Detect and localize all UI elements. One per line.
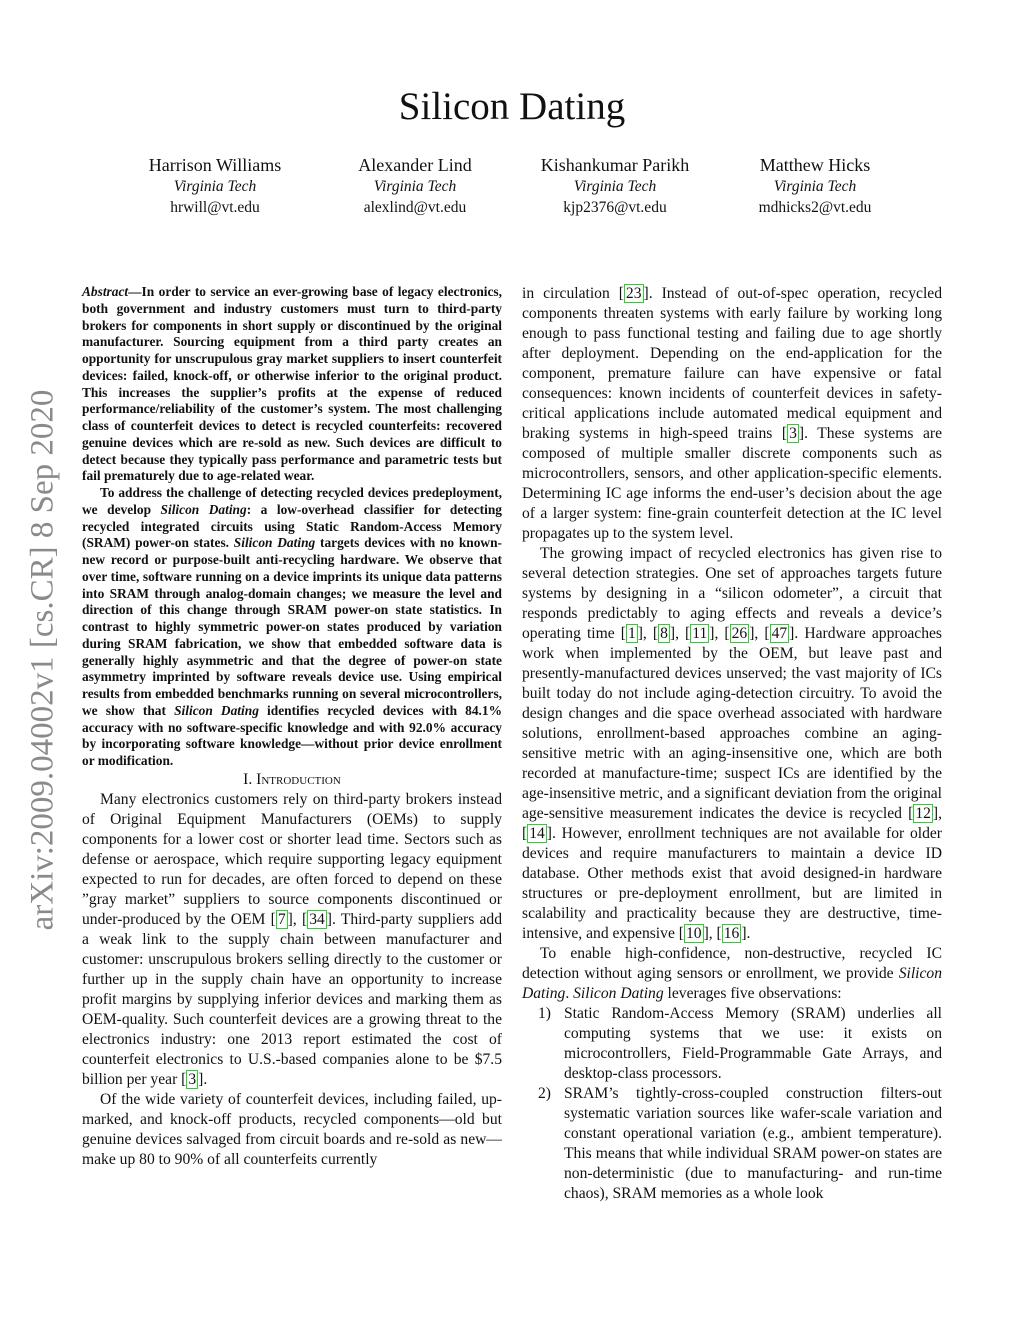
author-name: Alexander Lind: [358, 155, 472, 175]
left-column: [82, 284, 502, 1170]
arxiv-id: arXiv:2009.04002v1 [cs.CR] 8 Sep 2020: [24, 389, 61, 931]
paper-title: Silicon Dating: [398, 85, 626, 128]
body-paragraph: Of the wide variety of counterfeit devices, including failed, up-marked, and knock-off products, recycled components—old but genuine devices salvaged from circuit boards and re-sold as new—make up 80 to 90% of all counterfeits currently: [82, 1090, 502, 1168]
author: [115, 154, 315, 218]
author-email: alexlind@vt.edu: [363, 199, 467, 216]
abstract-paragraph: Abstract—In order to service an ever-growing base of legacy electronics, both government and industry customers must turn to third-party brokers for components in short supply or discontinued by the original manufacturer. Sourcing equipment from a third party creates an opportunity for unscrupulous gray market suppliers to insert counterfeit devices: failed, knock-off, or otherwise inferior to the original product. This increases the supplier’s profits at the expense of reduced performance/reliability of the customer’s system. The most challenging class of counterfeit devices to detect is recycled counterfeits: recovered genuine devices which are re-sold as new. Such devices are difficult to detect because they typically pass performance and parametric tests but fail prematurely due to age-related wear.: [82, 284, 502, 484]
arxiv-stamp: [8, 360, 78, 960]
citation-link[interactable]: 3: [188, 1070, 197, 1088]
author-email: hrwill@vt.edu: [170, 199, 260, 216]
author-name: Matthew Hicks: [759, 155, 871, 175]
body-paragraph: To enable high-confidence, non-destructive, recycled IC detection without aging sensors or enrollment, we provide Silicon Dating. Silicon Dating leverages five observations:: [522, 945, 942, 1002]
author-affiliation: Virginia Tech: [573, 178, 657, 195]
citation-link[interactable]: 11: [692, 625, 708, 642]
abstract-paragraph: To address the challenge of detecting recycled devices predeployment, we develop Silicon Dating: a low-overhead classifier for detecting recycled integrated circuits using Static Random-Access Memory (SRAM) power-on states. Silicon Dating targets devices with no known-new record or purpose-built anti-recycling hardware. We observe that over time, software running on a device imprints its unique data patterns into SRAM through analog-domain changes; we measure the level and direction of this change through SRAM power-on state statistics. In contrast to highly symmetric power-on states produced by variation during SRAM fabrication, we show that embedded software data is generally highly asymmetric and that the degree of power-on state asymmetry imprinted by software reveals device use. Using empirical results from embedded benchmarks running on several microcontrollers, we show that Silicon Dating identifies recycled devices with 84.1% accuracy with no software-specific knowledge and with 92.0% accuracy by incorporating software knowledge—without prior device enrollment or modification.: [82, 485, 502, 768]
abstract-label: Abstract: [82, 284, 129, 299]
citation-link[interactable]: 26: [731, 625, 748, 642]
author: [515, 154, 715, 218]
section-heading: I. Introduction: [243, 770, 341, 788]
author-name: Harrison Williams: [148, 155, 282, 175]
author: [315, 154, 515, 218]
intro-body-left: [82, 790, 502, 1170]
citation-link[interactable]: 3: [789, 425, 797, 442]
right-column: [522, 284, 942, 1204]
citation-link[interactable]: 8: [660, 625, 668, 642]
body-paragraph: Many electronics customers rely on third-party brokers instead of Original Equipment Manufacturers (OEMs) to supply components for a lower cost or shorter lead time. Sectors such as defense or aerospace, which require supporting legacy equipment expected to run for decades, are often forced to depend on these ”gray market” suppliers to source components discontinued or under-produced by the OEM [ 7 ], [ 34 ]. Third-party suppliers add a weak link to the supply chain between manufacturer and customer: unscrupulous brokers selling directly to the customer or further up in the supply chain have an opportunity to increase profit margins by supplying inferior devices and marking them as OEM-quality. Such counterfeit devices are a growing threat to the electronics industry: one 2013 report estimated the cost of counterfeit electronics to U.S.-based companies alone to be $7.5 billion per year [ 3 ].: [82, 790, 503, 1088]
author-block: [115, 154, 915, 218]
citation-link[interactable]: 34: [309, 910, 325, 928]
citation-link[interactable]: 16: [723, 925, 740, 942]
author-email: mdhicks2@vt.edu: [758, 199, 872, 216]
author-affiliation: Virginia Tech: [173, 178, 257, 195]
citation-link[interactable]: 14: [529, 825, 545, 842]
list-item: 1) Static Random-Access Memory (SRAM) underlies all computing systems that we use: it exists on microcontrollers, Field-Programmable Gate Arrays, and desktop-class processors.: [538, 1005, 942, 1082]
author-affiliation: Virginia Tech: [373, 178, 457, 195]
citation-link[interactable]: 23: [625, 285, 642, 302]
author: [715, 154, 915, 218]
intro-body-right: [522, 284, 942, 1204]
observation-list: [522, 1004, 942, 1204]
citation-link[interactable]: 1: [627, 625, 636, 642]
author-email: kjp2376@vt.edu: [563, 199, 667, 216]
citation-link[interactable]: 12: [915, 805, 931, 822]
author-name: Kishankumar Parikh: [540, 155, 690, 175]
citation-link[interactable]: 7: [277, 910, 286, 928]
citation-link[interactable]: 47: [771, 625, 788, 642]
list-item: 2) SRAM’s tightly-cross-coupled construction filters-out systematic variation sources like wafer-scale variation and constant operational variation (e.g., ambient temperature). This means that while individual SRAM power-on states are non-deterministic (due to manufacturing- and run-time chaos), SRAM memories as a whole look: [538, 1085, 942, 1202]
citation-link[interactable]: 10: [685, 925, 702, 942]
author-affiliation: Virginia Tech: [773, 178, 857, 195]
abstract: [82, 284, 502, 770]
body-paragraph: The growing impact of recycled electronics has given rise to several detection strategies. One set of approaches targets future systems by designing in a “silicon odometer”, a circuit that responds predictably to aging effects and reveals a device’s operating time [ 1 ], [ 8 ], [ 11 ], [ 26 ], [ 47 ]. Hardware approaches work when implemented by the OEM, but leave past and presently-manufactured devices unserved; the vast majority of ICs built today do not include aging-detection circuitry. To avoid the design changes and die space overhead associated with hardware solutions, enrollment-based approaches combine an aging-sensitive metric with an aging-insensitive one, which are both recorded at manufacture-time; suspect ICs are identified by the age-insensitive metric, and a significant deviation from the original age-sensitive measurement indicates the device is recycled [ 12 ], [ 14 ]. However, enrollment techniques are not available for older devices and require manufacturers to maintain a device ID database. Other methods exist that avoid designed-in hardware structures or pre-deployment enrollment, but are limited in scalability and practicality because they are destructive, time-intensive, and expensive [ 10 ], [ 16 ].: [522, 545, 943, 942]
body-paragraph: in circulation [ 23 ]. Instead of out-of-spec operation, recycled components threaten systems with early failure by working long enough to pass functional testing and failing due to age shortly after deployment. Depending on the end-application for the component, premature failure can have expensive or fatal consequences: known incidents of counterfeit devices in safety-critical applications include automated medical equipment and braking systems in high-speed trains [ 3 ]. These systems are composed of multiple smaller discrete components such as microcontrollers, sensors, and other application-specific elements. Determining IC age informs the end-user’s decision about the age of a larger system: fine-grain counterfeit detection at the IC level propagates up to the system level.: [522, 285, 942, 542]
